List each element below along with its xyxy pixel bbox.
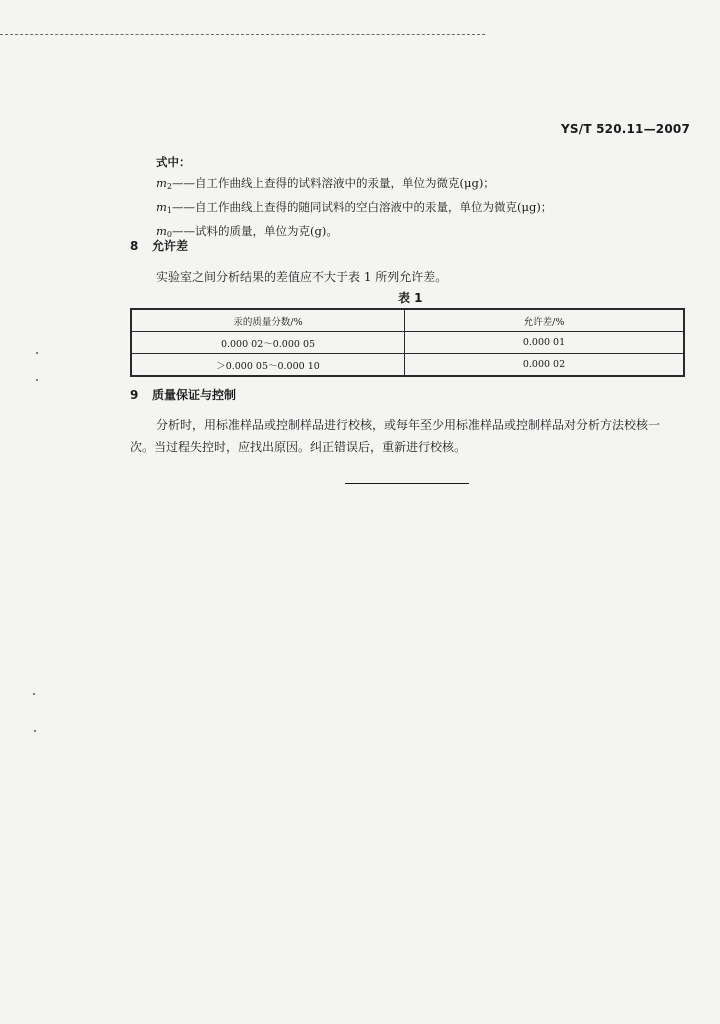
section-8-heading <box>130 237 188 254</box>
table-caption: 表 1 <box>398 291 423 305</box>
symbol: m <box>156 224 167 238</box>
section-number: 8 <box>130 239 139 253</box>
scan-speck <box>34 730 36 732</box>
table-header-row <box>131 309 684 332</box>
document-code: YS/T 520.11—2007 <box>561 122 690 136</box>
scan-speck <box>33 693 35 695</box>
symbol-subscript: 1 <box>166 206 172 215</box>
section-title: 质量保证与控制 <box>152 388 237 402</box>
table-cell: 0.000 01 <box>405 332 685 354</box>
formula-intro: 式中： <box>156 155 191 169</box>
definition-m1 <box>156 197 552 221</box>
symbol-subscript: 2 <box>166 182 172 191</box>
table-header-cell: 汞的质量分数/% <box>131 309 405 332</box>
table-header-cell: 允许差/% <box>405 309 685 332</box>
definition-text: ——试料的质量，单位为克(g)。 <box>172 224 338 238</box>
table-cell: 0.000 02～0.000 05 <box>131 332 405 354</box>
table-row <box>131 354 684 377</box>
table-cell: 0.000 02 <box>405 354 685 377</box>
table-cell: ＞0.000 05～0.000 10 <box>131 354 405 377</box>
scan-speck <box>36 379 38 381</box>
formula-definitions <box>156 152 552 245</box>
section-9-heading <box>130 386 236 403</box>
table-row <box>131 332 684 354</box>
definition-text: ——自工作曲线上查得的试料溶液中的汞量，单位为微克(μg)； <box>172 176 495 190</box>
end-of-document-rule <box>345 483 469 484</box>
definition-text: ——自工作曲线上查得的随同试料的空白溶液中的汞量，单位为微克(μg)； <box>172 200 553 214</box>
symbol: m <box>156 200 167 214</box>
section-9-paragraph-line2: 次。当过程失控时，应找出原因。纠正错误后，重新进行校核。 <box>130 440 467 454</box>
tolerance-table <box>130 308 685 377</box>
section-9-paragraph-line1: 分析时，用标准样品或控制样品进行校核，或每年至少用标准样品或控制样品对分析方法校核一 <box>156 418 661 432</box>
definition-m0 <box>156 221 552 245</box>
scan-artifact-line <box>0 34 485 35</box>
section-number: 9 <box>130 388 139 402</box>
definition-m2 <box>156 173 552 197</box>
scan-speck <box>36 352 38 354</box>
symbol-subscript: 0 <box>166 230 172 239</box>
section-title: 允许差 <box>152 239 189 253</box>
symbol: m <box>156 176 167 190</box>
section-8-paragraph: 实验室之间分析结果的差值应不大于表 1 所列允许差。 <box>156 270 448 284</box>
